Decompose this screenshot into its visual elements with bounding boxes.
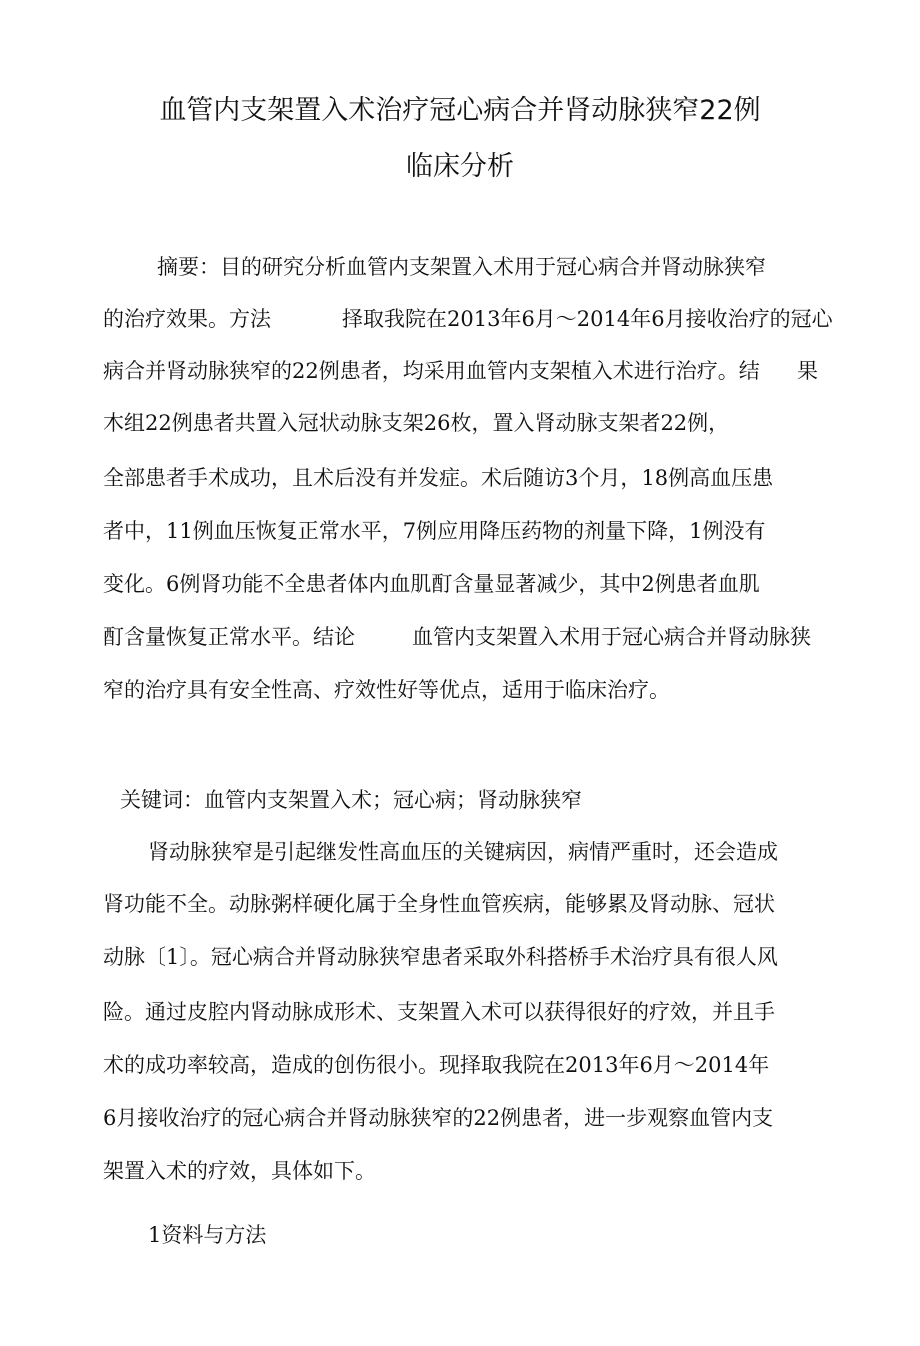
- section-heading: 1资料与方法: [148, 1223, 267, 1247]
- abstract-line: 摘要：目的研究分析血管内支架置入术用于冠心病合并肾动脉狭窄: [157, 255, 766, 279]
- document-title-line-2: 临床分析: [406, 151, 514, 182]
- abstract-line: 木组22例患者共置入冠状动脉支架26枚，置入肾动脉支架者22例，: [103, 411, 730, 435]
- abstract-line: 择取我院在2013年6月～2014年6月接收治疗的冠心: [342, 307, 833, 331]
- abstract-line: 酊含量恢复正常水平。结论: [103, 625, 355, 649]
- abstract-line: 的治疗效果。方法: [103, 307, 271, 331]
- intro-line: 肾动脉狭窄是引起继发性高血压的关键病因，病情严重时，还会造成: [148, 840, 778, 864]
- abstract-line: 变化。6例肾功能不全患者体内血肌酊含量显著减少，其中2例患者血肌: [103, 572, 760, 596]
- intro-line: 险。通过皮腔内肾动脉成形术、支架置入术可以获得很好的疗效，并且手: [103, 1000, 775, 1024]
- intro-line: 肾功能不全。动脉粥样硬化属于全身性血管疾病，能够累及肾动脉、冠状: [103, 892, 775, 916]
- keywords: 关键词：血管内支架置入术；冠心病；肾动脉狭窄: [120, 788, 582, 812]
- abstract-line: 者中，11例血压恢复正常水平，7例应用降压药物的剂量下降，1例没有: [103, 519, 766, 543]
- abstract-line: 病合并肾动脉狭窄的22例患者，均采用血管内支架植入术进行治疗。结: [103, 359, 760, 383]
- abstract-line: 窄的治疗具有安全性高、疗效性好等优点，适用于临床治疗。: [103, 678, 670, 702]
- intro-line: 6月接收治疗的冠心病合并肾动脉狭窄的22例患者，进一步观察血管内支: [103, 1106, 774, 1130]
- intro-line: 术的成功率较高，造成的创伤很小。现择取我院在2013年6月～2014年: [103, 1053, 770, 1077]
- abstract-line: 血管内支架置入术用于冠心病合并肾动脉狭: [412, 625, 811, 649]
- abstract-line: 果: [797, 359, 818, 383]
- intro-line: 架置入术的疗效，具体如下。: [103, 1159, 376, 1183]
- abstract-line: 全部患者手术成功，且术后没有并发症。术后随访3个月，18例高血压患: [103, 466, 774, 490]
- document-title-line-1: 血管内支架置入术治疗冠心病合并肾动脉狭窄22例: [159, 95, 761, 126]
- intro-line: 动脉〔1〕。冠心病合并肾动脉狭窄患者采取外科搭桥手术治疗具有很人风: [103, 945, 778, 969]
